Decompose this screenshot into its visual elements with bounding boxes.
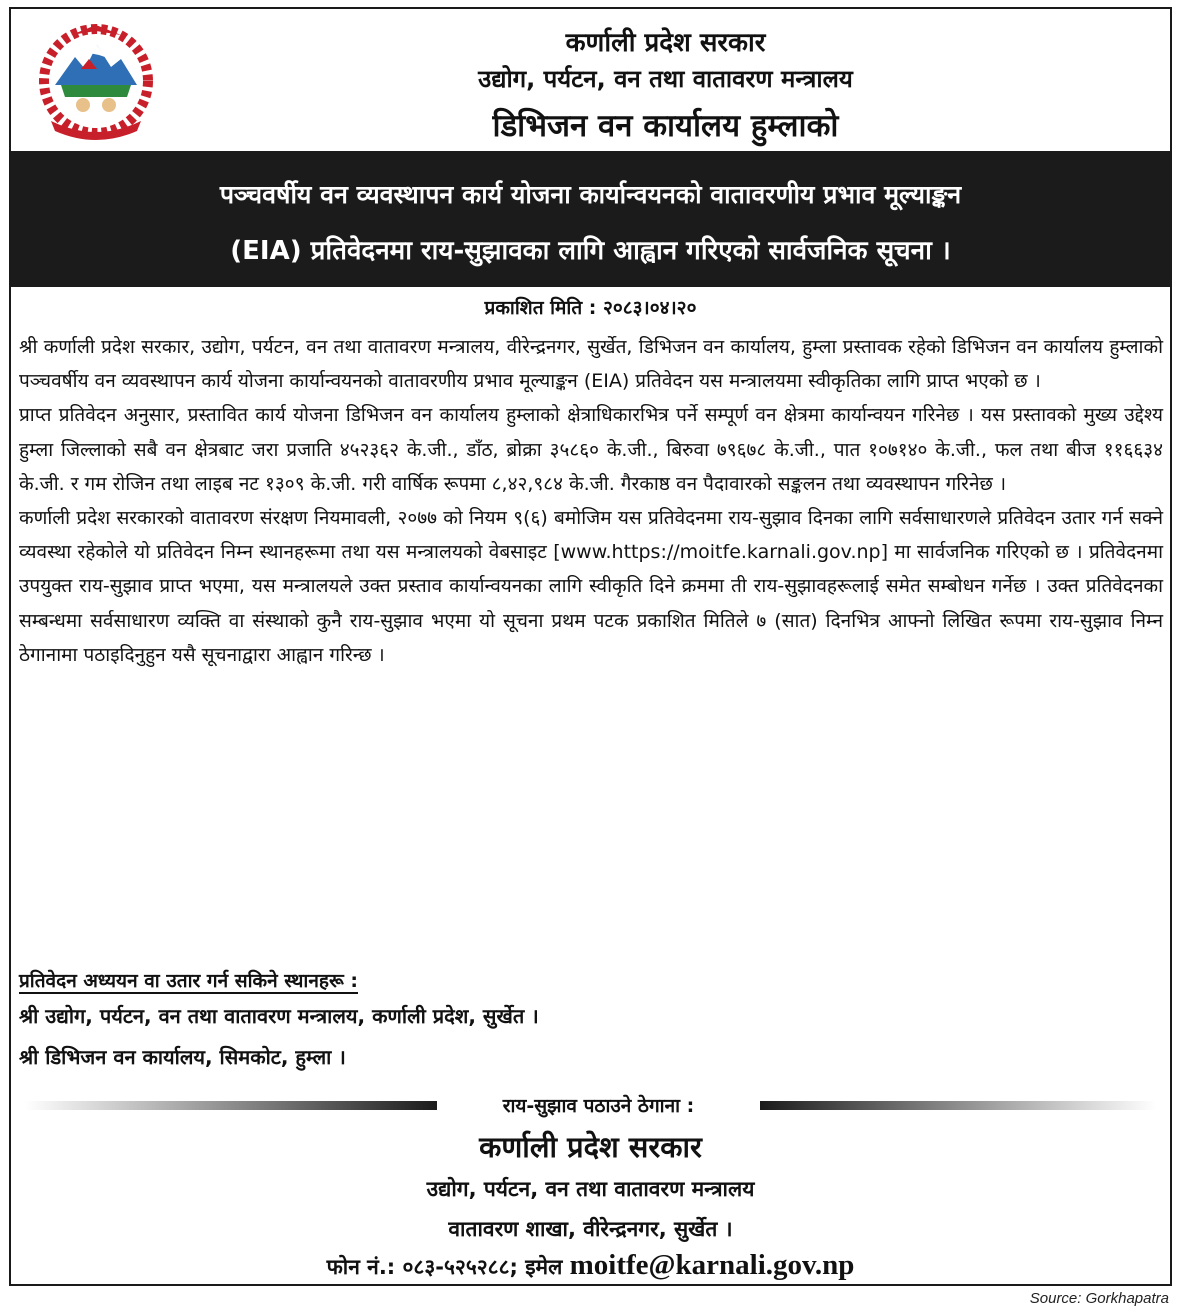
address-province: कर्णाली प्रदेश सरकार	[479, 1130, 702, 1164]
notice-body	[19, 330, 1163, 672]
phone-text: फोन नं.: ०८३-५२५२८८; इमेल	[326, 1255, 563, 1279]
published-date: प्रकाशित मिति : २०८३।०४।२०	[484, 297, 697, 319]
header-province: कर्णाली प्रदेश सरकार	[565, 28, 766, 58]
nepal-emblem-icon	[31, 23, 161, 143]
divider-bar-left	[25, 1101, 437, 1110]
divider-bar-right	[760, 1101, 1156, 1110]
title-banner	[11, 151, 1170, 287]
header-office: डिभिजन वन कार्यालय हुम्लाको	[492, 108, 839, 144]
notice	[9, 7, 1172, 1286]
email-link[interactable]: moitfe@karnali.gov.np	[569, 1249, 855, 1281]
places-heading	[19, 967, 358, 993]
contact-line	[11, 1249, 1170, 1282]
paragraph: श्री कर्णाली प्रदेश सरकार, उद्योग, पर्यटन, वन तथा वातावरण मन्त्रालय, वीरेन्द्रनगर, सुर्खेत, डिभिजन वन कार्यालय, हुम्ला प्रस्तावक रहेको डिभिजन वन कार्यालय हुम्लाको पञ्चवर्षीय वन व्यवस्थापन कार्य योजना कार्यान्वयनको वातावरणीय प्रभाव मूल्याङ्कन (EIA) प्रतिवेदन यस मन्त्रालयमा स्वीकृतिका लागि प्राप्त भएको छ ।	[19, 336, 1163, 393]
place-item: श्री डिभिजन वन कार्यालय, सिमकोट, हुम्ला ।	[19, 1045, 346, 1069]
source-credit: Source: Gorkhapatra	[1029, 1290, 1169, 1307]
paragraph: कर्णाली प्रदेश सरकारको वातावरण संरक्षण नियमावली, २०७७ को नियम ९(६) बमोजिम यस प्रतिवेदनमा राय-सुझाव दिनका लागि सर्वसाधारणले प्रतिवेदन उतार गर्न सक्ने व्यवस्था रहेकोले यो प्रतिवेदन निम्न स्थानहरूमा तथा यस मन्त्रालयको वेबसाइट [www.https://moitfe.karnali.gov.np] मा सार्वजनिक गरिएको छ । प्रतिवेदनमा उपयुक्त राय-सुझाव प्राप्त भएमा, यस मन्त्रालयले उक्त प्रस्ताव कार्यान्वयनका लागि स्वीकृति दिने क्रममा ती राय-सुझावहरूलाई समेत सम्बोधन गर्नेछ । उक्त प्रतिवेदनका सम्बन्धमा सर्वसाधारण व्यक्ति वा संस्थाको कुनै राय-सुझाव भएमा यो सूचना प्रथम पटक प्रकाशित मितिले ७ (सात) दिनभित्र आफ्नो लिखित रूपमा राय-सुझाव निम्न ठेगानामा पठाइदिनुहुन यसै सूचनाद्वारा आह्वान गरिन्छ ।	[19, 507, 1163, 666]
place-item: श्री उद्योग, पर्यटन, वन तथा वातावरण मन्त्रालय, कर्णाली प्रदेश, सुर्खेत ।	[19, 1004, 539, 1028]
header-ministry: उद्योग, पर्यटन, वन तथा वातावरण मन्त्रालय	[478, 65, 853, 93]
address-ministry: उद्योग, पर्यटन, वन तथा वातावरण मन्त्रालय	[426, 1177, 755, 1201]
address-branch: वातावरण शाखा, वीरेन्द्रनगर, सुर्खेत ।	[448, 1217, 733, 1241]
address-heading: राय-सुझाव पठाउने ठेगाना :	[502, 1095, 695, 1117]
banner-line-1: पञ्चवर्षीय वन व्यवस्थापन कार्य योजना कार्यान्वयनको वातावरणीय प्रभाव मूल्याङ्कन	[219, 180, 962, 209]
places-heading-text: प्रतिवेदन अध्ययन वा उतार गर्न सकिने स्थानहरू :	[19, 970, 358, 992]
paragraph: प्राप्त प्रतिवेदन अनुसार, प्रस्तावित कार्य योजना डिभिजन वन कार्यालय हुम्लाको क्षेत्राधिकारभित्र पर्ने सम्पूर्ण वन क्षेत्रमा कार्यान्वयन गरिनेछ । यस प्रस्तावको मुख्य उद्देश्य हुम्ला जिल्लाको सबै वन क्षेत्रबाट जरा प्रजाति ४५२३६२ के.जी., डाँठ, ब्रोक्रा ३५८६० के.जी., बिरुवा ७९६७८ के.जी., पात १०७१४० के.जी., फल तथा बीज ११६६३४ के.जी. र गम रोजिन तथा लाइब नट १३०९ के.जी. गरी वार्षिक रूपमा ८,४२,९८४ के.जी. गैरकाष्ठ वन पैदावारको सङ्कलन तथा व्यवस्थापन गरिनेछ ।	[19, 404, 1163, 495]
address-divider	[25, 1089, 1156, 1123]
banner-line-2: (EIA) प्रतिवेदनमा राय-सुझावका लागि आह्वान गरिएको सार्वजनिक सूचना ।	[230, 236, 951, 266]
